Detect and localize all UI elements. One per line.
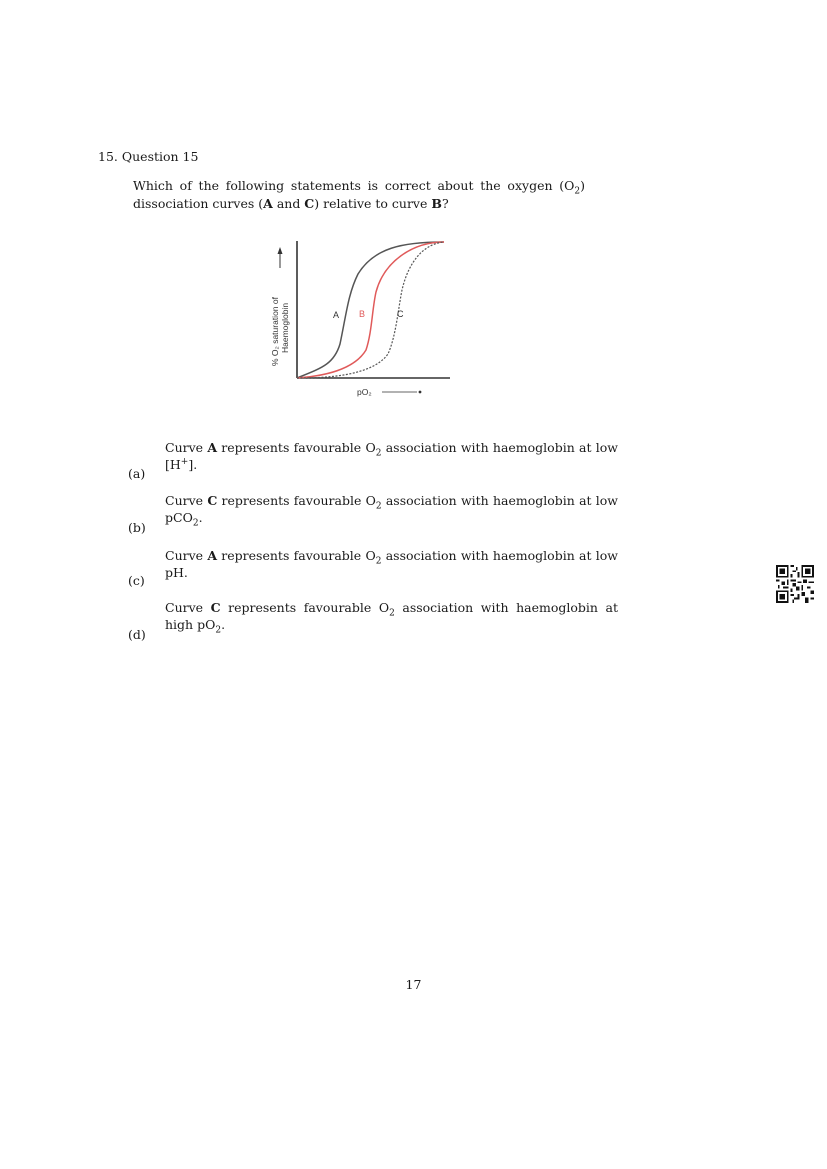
question-title: Question 15 <box>121 149 199 164</box>
page-number: 17 <box>405 977 422 992</box>
x-axis-arrow-icon <box>419 391 422 394</box>
oxygen-dissociation-figure <box>262 236 462 406</box>
option-a-label: (a) <box>128 466 146 481</box>
option-a-text: Curve A represents favourable $O_2$ association with haemoglobin at low [H+]. <box>165 440 618 472</box>
option-b-text: Curve C represents favourable $O_2$ association with haemoglobin at low pCO$_2$. <box>165 493 619 529</box>
qr-code-icon <box>776 565 814 603</box>
question-header <box>98 149 198 164</box>
option-b-label: (b) <box>128 520 146 535</box>
curve-b <box>297 242 444 378</box>
question-stem: Which of the following statements is correct about the oxygen $(O_2)$ dissociation curves (A and C) relative to curve B? <box>133 178 585 211</box>
option-c-label: (c) <box>128 573 145 588</box>
curve-a <box>297 242 444 378</box>
x-axis-label: pO₂ <box>357 387 372 397</box>
y-axis-label-line1: % O₂ saturation of <box>270 297 280 366</box>
curve-label-a: A <box>333 310 340 320</box>
y-axis-arrow-icon <box>278 247 283 254</box>
option-d-text: Curve C represents favourable $O_2$ association with haemoglobin at high $pO_2$. <box>165 600 618 636</box>
curve-label-b: B <box>359 309 366 319</box>
question-number: 15. <box>98 149 118 164</box>
dissociation-curves-svg <box>262 236 462 406</box>
y-axis-label-line2: Haemoglobin <box>280 302 290 353</box>
option-c-text: Curve A represents favourable $O_2$ association with haemoglobin at low pH. <box>165 548 618 580</box>
curve-label-c: C <box>397 309 404 319</box>
curve-c <box>297 242 444 378</box>
option-d-label: (d) <box>128 627 146 642</box>
